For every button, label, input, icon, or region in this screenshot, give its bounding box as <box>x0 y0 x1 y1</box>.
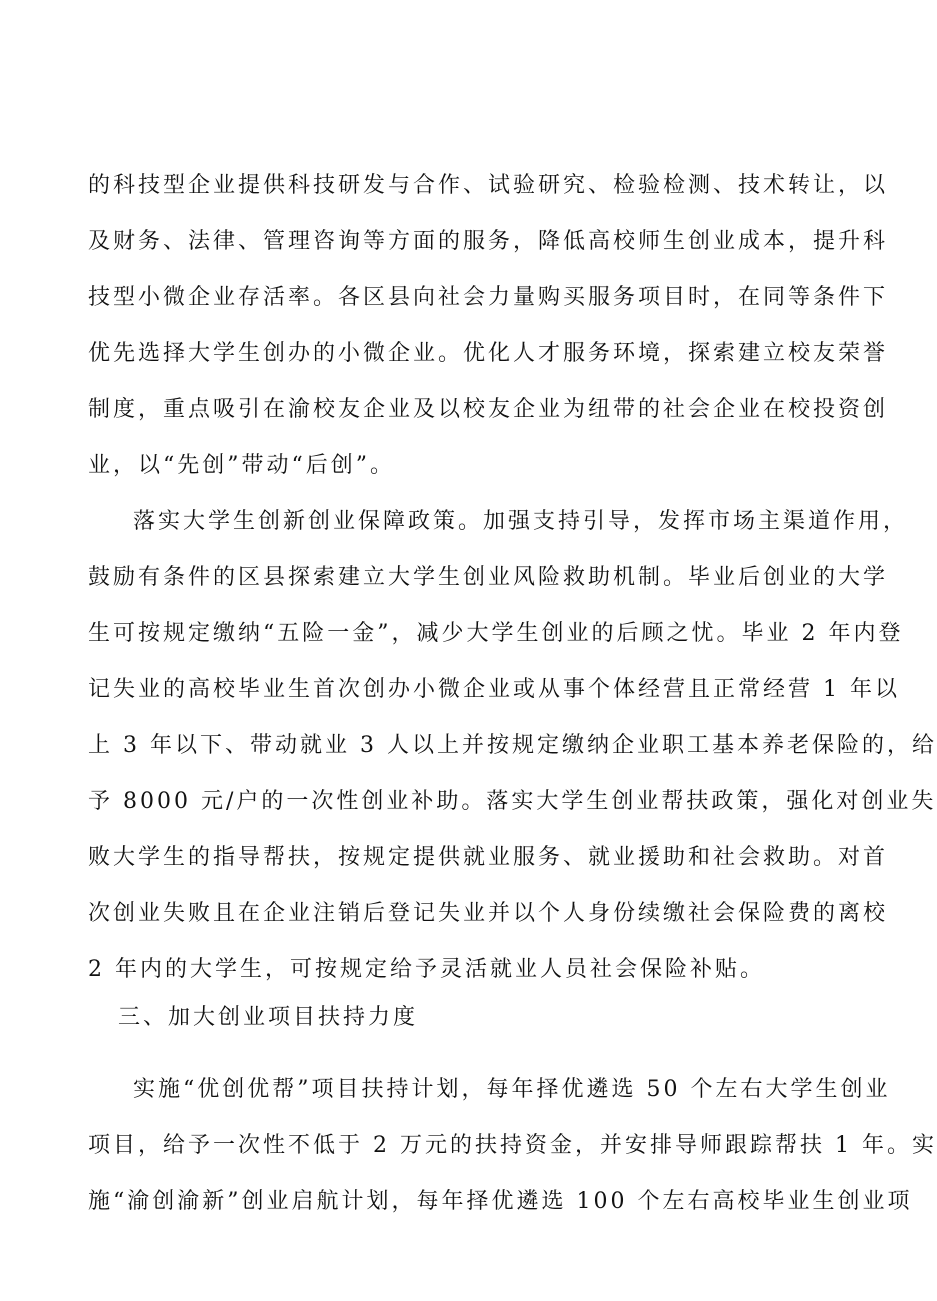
paragraph-line: 优先选择大学生创办的小微企业。优化人才服务环境，探索建立校友荣誉 <box>88 341 889 366</box>
paragraph-line: 及财务、法律、管理咨询等方面的服务，降低高校师生创业成本，提升科 <box>88 229 889 254</box>
paragraph-line: 落实大学生创新创业保障政策。加强支持引导，发挥市场主渠道作用， <box>133 509 909 534</box>
section-heading: 三、加大创业项目扶持力度 <box>118 1005 419 1030</box>
paragraph-line: 业，以“先创”带动“后创”。 <box>88 453 395 478</box>
paragraph-line: 项目，给予一次性不低于 2 万元的扶持资金，并安排导师跟踪帮扶 1 年。实 <box>88 1133 937 1158</box>
paragraph-line: 实施“优创优帮”项目扶持计划，每年择优遴选 50 个左右大学生创业 <box>133 1077 891 1102</box>
paragraph-line: 予 8000 元/户的一次性创业补助。落实大学生创业帮扶政策，强化对创业失 <box>88 789 937 814</box>
paragraph-line: 记失业的高校毕业生首次创办小微企业或从事个体经营且正常经营 1 年以 <box>88 677 900 702</box>
paragraph-line: 2 年内的大学生，可按规定给予灵活就业人员社会保险补贴。 <box>88 957 765 982</box>
paragraph-line: 施“渝创渝新”创业启航计划，每年择优遴选 100 个左右高校毕业生创业项 <box>88 1189 913 1214</box>
paragraph-line: 鼓励有条件的区县探索建立大学生创业风险救助机制。毕业后创业的大学 <box>88 565 889 590</box>
paragraph-line: 的科技型企业提供科技研发与合作、试验研究、检验检测、技术转让，以 <box>88 173 889 198</box>
paragraph-line: 生可按规定缴纳“五险一金”，减少大学生创业的后顾之忧。毕业 2 年内登 <box>88 621 904 646</box>
paragraph-line: 次创业失败且在企业注销后登记失业并以个人身份续缴社会保险费的离校 <box>88 901 889 926</box>
paragraph-line: 技型小微企业存活率。各区县向社会力量购买服务项目时，在同等条件下 <box>88 285 889 310</box>
paragraph-line: 上 3 年以下、带动就业 3 人以上并按规定缴纳企业职工基本养老保险的，给 <box>88 733 937 758</box>
paragraph-line: 制度，重点吸引在渝校友企业及以校友企业为纽带的社会企业在校投资创 <box>88 397 889 422</box>
paragraph-line: 败大学生的指导帮扶，按规定提供就业服务、就业援助和社会救助。对首 <box>88 845 889 870</box>
